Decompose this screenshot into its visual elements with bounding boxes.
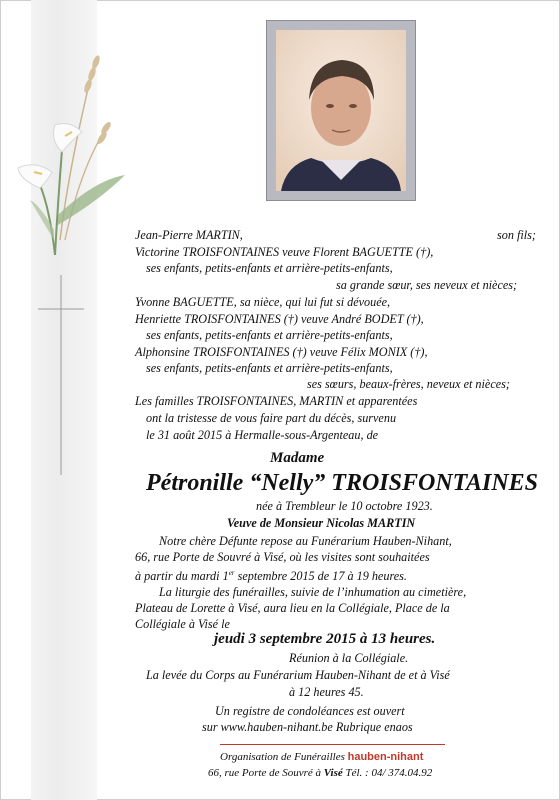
- details-line-11: Un registre de condoléances est ouvert: [215, 704, 405, 718]
- details-line-8: Réunion à la Collégiale.: [289, 651, 409, 665]
- honorific: Madame: [270, 450, 325, 466]
- footer-organisation: [220, 750, 423, 765]
- family-line-5: Yvonne BAGUETTE, sa nièce, qui lui fut si dévouée,: [135, 295, 391, 309]
- family-line-10: ses sœurs, beaux-frères, neveux et nièces;: [307, 377, 510, 391]
- family-line-11: Les familles TROISFONTAINES, MARTIN et apparentées: [135, 394, 418, 408]
- funeral-date: jeudi 3 septembre 2015 à 13 heures.: [214, 631, 436, 647]
- family-line-8: Alphonsine TROISFONTAINES (†) veuve Félix MONIX (†),: [135, 345, 428, 359]
- details-line-1: Notre chère Défunte repose au Funérarium Hauben-Nihant,: [159, 534, 452, 548]
- family-line-4: sa grande sœur, ses neveux et nièces;: [336, 278, 518, 292]
- deceased-name: Pétronille “Nelly” TROISFONTAINES: [146, 470, 539, 496]
- family-line-1-right: son fils;: [497, 228, 536, 242]
- family-line-7: ses enfants, petits-enfants et arrière-petits-enfants,: [146, 328, 393, 342]
- lily-flower-icon: [10, 40, 130, 260]
- footer-divider: [220, 744, 445, 745]
- details-line-10: à 12 heures 45.: [289, 685, 364, 699]
- cross-icon: [36, 275, 86, 475]
- details-line-9: La levée du Corps au Funérarium Hauben-Nihant de et à Visé: [146, 668, 450, 682]
- details-line-6: Collégiale à Visé le: [135, 617, 230, 631]
- org-prefix: Organisation de Funérailles: [220, 751, 345, 763]
- family-line-1: Jean-Pierre MARTIN,: [135, 228, 243, 242]
- family-line-12: ont la tristesse de vous faire part du décès, survenu: [146, 411, 397, 425]
- footer-address: 66, rue Porte de Souvré à Visé Tél. : 04/ 374.04.92: [208, 767, 433, 779]
- family-line-13: le 31 août 2015 à Hermalle-sous-Argenteau, de: [146, 428, 379, 442]
- details-line-2: 66, rue Porte de Souvré à Visé, où les visites sont souhaitées: [135, 550, 430, 564]
- portrait-photo: [276, 30, 406, 191]
- birth-info: née à Trembleur le 10 octobre 1923.: [256, 499, 433, 513]
- details-line-4: La liturgie des funérailles, suivie de l’inhumation au cimetière,: [159, 585, 467, 599]
- family-line-6: Henriette TROISFONTAINES (†) veuve André BODET (†),: [135, 312, 424, 326]
- widow-info: Veuve de Monsieur Nicolas MARTIN: [227, 516, 416, 530]
- condolence-link[interactable]: sur www.hauben-nihant.be Rubrique enaos: [202, 720, 413, 734]
- family-line-9: ses enfants, petits-enfants et arrière-petits-enfants,: [146, 361, 393, 375]
- footer-phone: Tél. : 04/ 374.04.92: [345, 767, 433, 779]
- brand-logo: hauben-nihant: [347, 751, 424, 763]
- portrait-icon: [276, 30, 406, 191]
- family-line-2: Victorine TROISFONTAINES veuve Florent BAGUETTE (†),: [135, 245, 434, 259]
- family-line-3: ses enfants, petits-enfants et arrière-petits-enfants,: [146, 261, 393, 275]
- portrait-frame: [266, 20, 416, 201]
- details-line-3: à partir du mardi 1er septembre 2015 de 17 à 19 heures.: [135, 569, 407, 584]
- details-line-5: Plateau de Lorette à Visé, aura lieu en la Collégiale, Place de la: [135, 601, 450, 615]
